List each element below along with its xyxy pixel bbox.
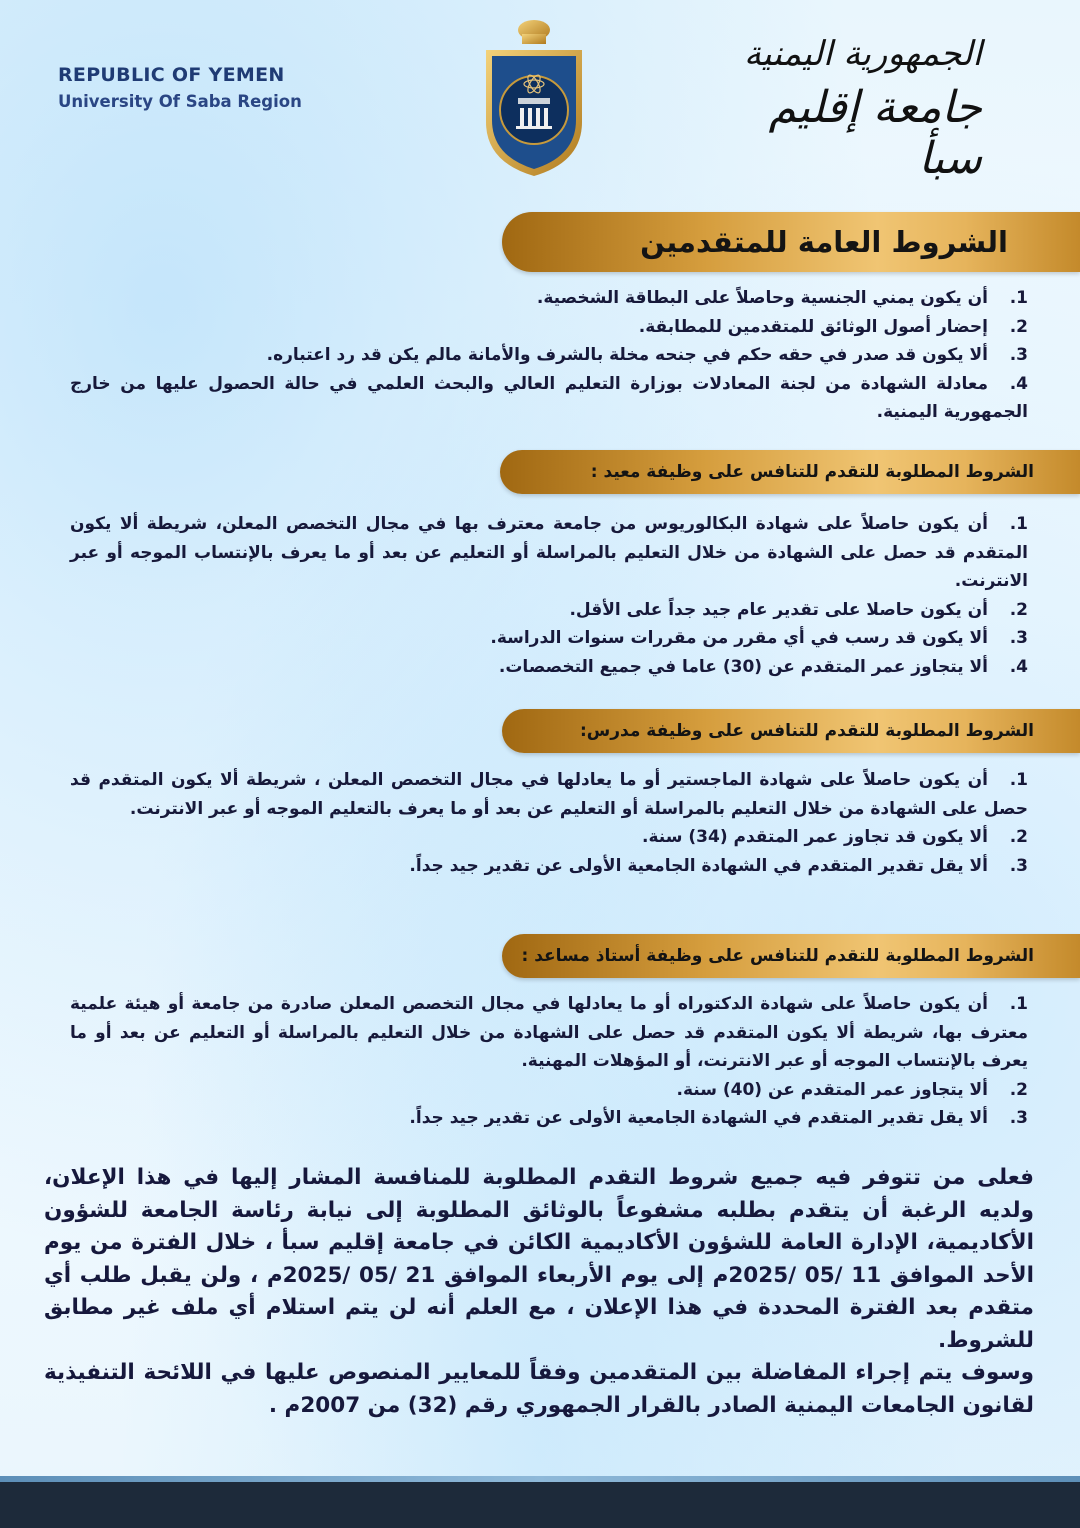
closing-paragraph-selection: وسوف يتم إجراء المفاضلة بين المتقدمين وفقاً للمعايير المنصوص عليها في اللائحة التنفيذية لقانون الجامعات اليمنية الصادر بالقرار الجمهوري رقم (32) من 2007م . <box>44 1360 1034 1418</box>
assistant-professor-list <box>70 990 1028 1133</box>
footer-bar <box>0 1482 1080 1528</box>
university-name-ar: جامعة إقليم سبأ <box>768 82 982 184</box>
list-item: 4.ألا يتجاوز عمر المتقدم عن (30) عاما في جميع التخصصات. <box>498 656 1028 677</box>
teaching-assistant-title: الشروط المطلوبة للتقدم للتنافس على وظيفة معيد : <box>590 462 1034 482</box>
list-item: 1.أن يكون يمني الجنسية وحاصلاً على البطاقة الشخصية. <box>536 288 1028 308</box>
assistant-professor-banner <box>502 934 1080 978</box>
list-item: 3.ألا يكون قد صدر في حقه حكم في جنحه مخلة بالشرف والأمانة مالم يكن قد رد اعتباره. <box>266 345 1028 365</box>
header-arabic <box>722 34 982 184</box>
general-conditions-title: الشروط العامة للمتقدمين <box>640 225 1008 259</box>
university-emblem-icon <box>478 12 590 180</box>
list-item: 2.ألا يكون قد تجاوز عمر المتقدم (34) سنة. <box>642 827 1028 847</box>
list-item: 2.إحضار أصول الوثائق للمتقدمين للمطابقة. <box>638 316 1028 337</box>
assistant-professor-title: الشروط المطلوبة للتقدم للتنافس على وظيفة أستاذ مساعد : <box>521 946 1034 966</box>
lecturer-banner <box>502 709 1080 753</box>
lecturer-list <box>70 766 1028 880</box>
university-name-en: University Of Saba Region <box>58 92 302 111</box>
lecturer-title: الشروط المطلوبة للتقدم للتنافس على وظيفة مدرس: <box>579 721 1034 741</box>
teaching-assistant-banner <box>500 450 1080 494</box>
list-item: 2.أن يكون حاصلا على تقدير عام جيد جداً على الأقل. <box>569 599 1028 620</box>
teaching-assistant-list <box>70 510 1028 681</box>
country-name-en: REPUBLIC OF YEMEN <box>58 64 285 86</box>
list-item: 3.ألا يكون قد رسب في أي مقرر من مقررات سنوات الدراسة. <box>490 628 1028 648</box>
closing-paragraphs <box>44 1162 1034 1422</box>
country-name-ar: الجمهورية اليمنية <box>743 34 982 74</box>
general-conditions-list <box>70 284 1028 427</box>
list-item: 1.أن يكون حاصلاً على شهادة البكالوريوس من جامعة معترف بها في مجال التخصص المعلن، شريطة ألا يكون المتقدم قد حصل على الشهادة من خلال التعليم بالمراسلة أو التعليم عن بعد أو ما يعرف بالإنتساب الموجه أو عبر الانترنت. <box>70 514 1028 591</box>
list-item: 3.ألا يقل تقدير المتقدم في الشهادة الجامعية الأولى عن تقدير جيد جداً. <box>409 1108 1028 1128</box>
list-item: 4.معادلة الشهادة من لجنة المعادلات بوزارة التعليم العالي والبحث العلمي في حالة الحصول عليها من خارج الجمهورية اليمنية. <box>70 373 1028 422</box>
list-item: 3.ألا يقل تقدير المتقدم في الشهادة الجامعية الأولى عن تقدير جيد جداً. <box>409 855 1028 876</box>
general-conditions-banner <box>502 212 1080 272</box>
header-english <box>58 64 338 111</box>
list-item: 1.أن يكون حاصلاً على شهادة الماجستير أو ما يعادلها في مجال التخصص المعلن ، شريطة ألا يكون المتقدم قد حصل على الشهادة من خلال التعليم بالمراسلة أو التعليم عن بعد أو ما يعرف بالتعليم الموجه أو عبر الانترنت. <box>70 770 1028 819</box>
list-item: 2.ألا يتجاوز عمر المتقدم عن (40) سنة. <box>676 1079 1028 1100</box>
list-item: 1.أن يكون حاصلاً على شهادة الدكتوراه أو ما يعادلها في مجال التخصص المعلن صادرة من جامعة أو هيئة علمية معترف بها، شريطة ألا يكون المتقدم قد حصل على الشهادة من خلال التعليم بالمراسلة أو التعليم عن بعد أو ما يعرف بالإنتساب الموجه أو عبر الانترنت، أو المؤهلات المهنية. <box>70 994 1028 1071</box>
closing-paragraph-application: فعلى من تتوفر فيه جميع شروط التقدم المطلوبة للمنافسة المشار إليها في هذا الإعلان، ولديه الرغبة أن يتقدم بطلبه مشفوعاً بالوثائق المطلوبة إلى نيابة رئاسة الجامعة للشؤون الأكاديمية، الإدارة العامة للشؤون الأكاديمية الكائن في جامعة إقليم سبأ ، خلال الفترة من يوم الأحد الموافق 11 /05 /2025م إلى يوم الأربعاء الموافق 21 /05 /2025م ، ولن يقبل طلب أي متقدم بعد الفترة المحددة في هذا الإعلان ، مع العلم أنه لن يتم استلام أي ملف غير مطابق للشروط. <box>44 1165 1035 1353</box>
